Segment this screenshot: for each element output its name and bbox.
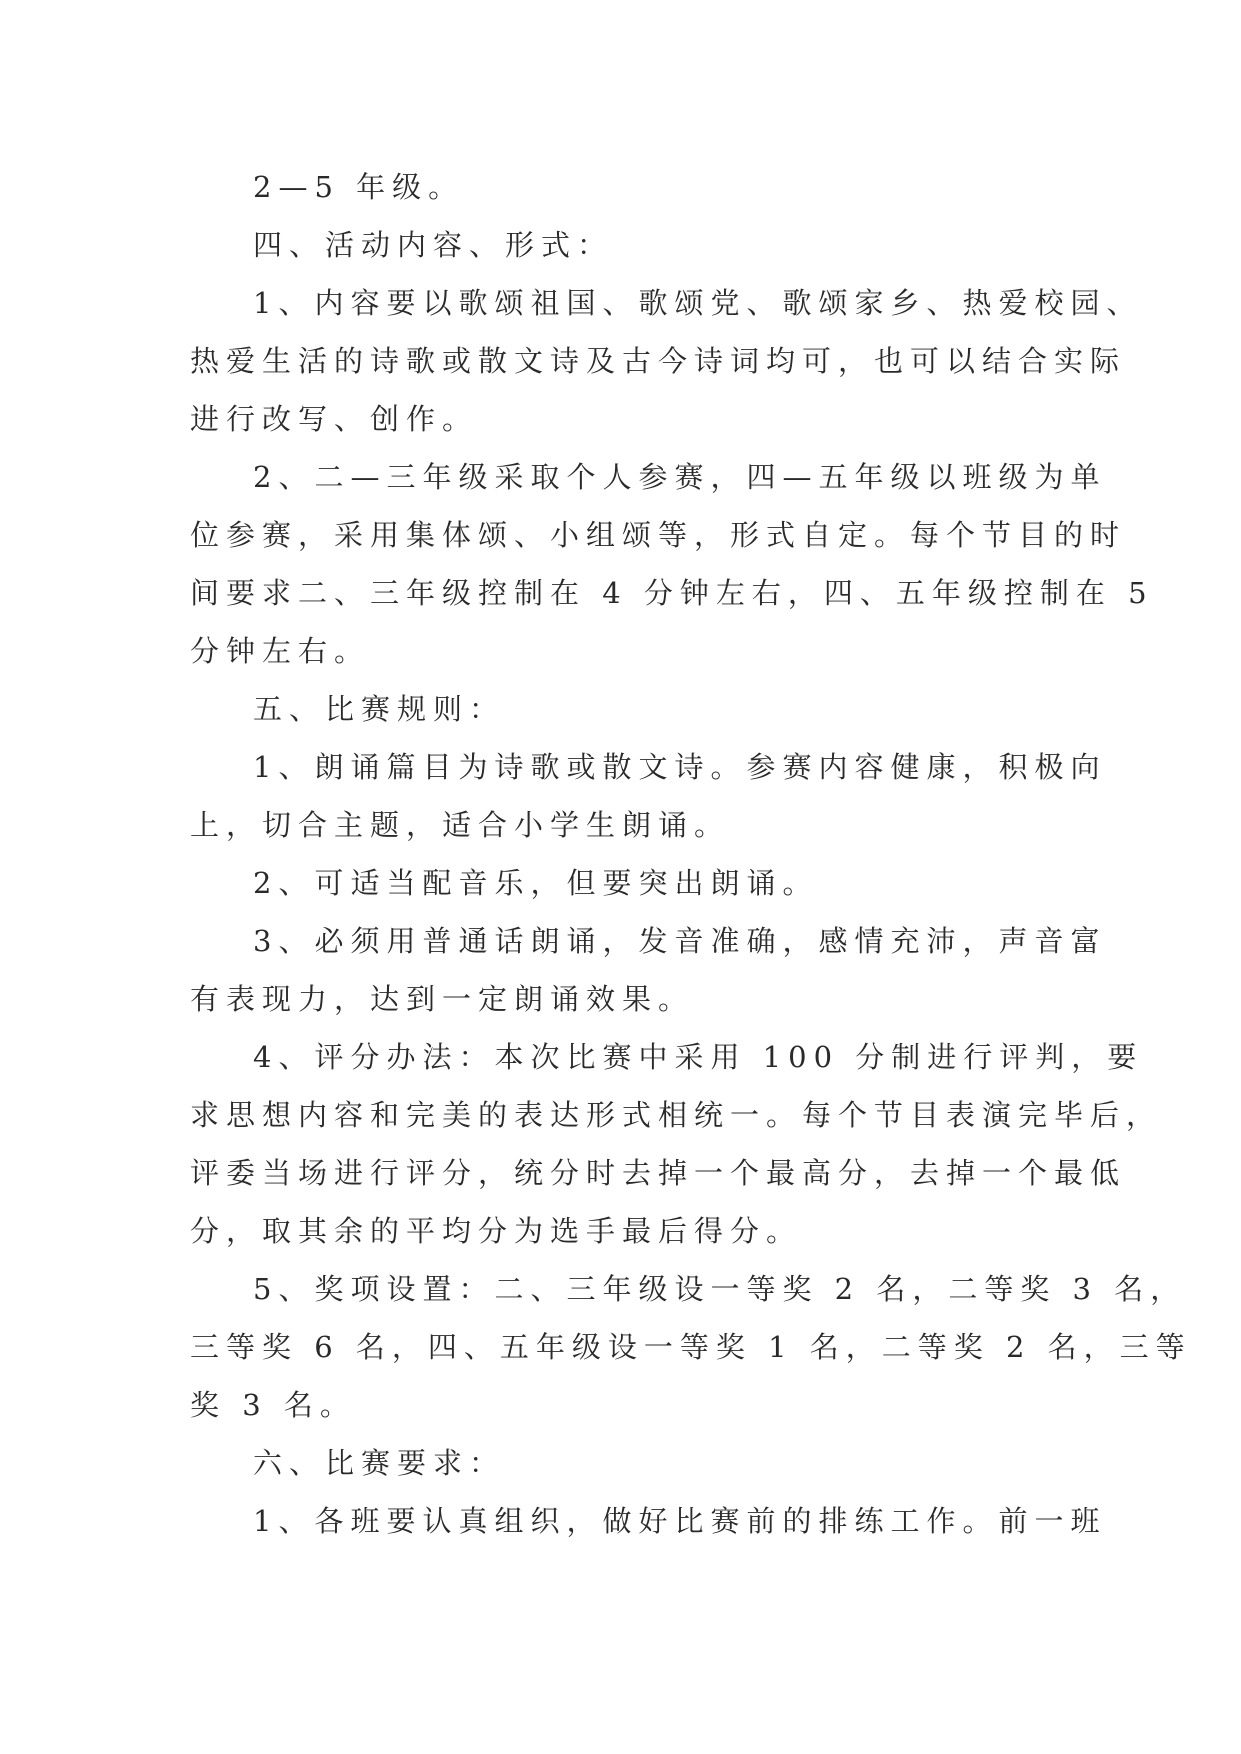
- text-line: 奖 3 名。: [190, 1388, 356, 1422]
- text-line: 4、评分办法：本次比赛中采用 100 分制进行评判，要: [253, 1040, 1144, 1074]
- text-line: 5、奖项设置：二、三年级设一等奖 2 名，二等奖 3 名，: [253, 1272, 1187, 1306]
- text-line: 六、比赛要求：: [253, 1446, 506, 1480]
- text-line: 评委当场进行评分，统分时去掉一个最高分，去掉一个最低: [190, 1156, 1127, 1190]
- text-line: 1、朗诵篇目为诗歌或散文诗。参赛内容健康，积极向: [253, 750, 1107, 784]
- text-line: 进行改写、创作。: [190, 402, 479, 436]
- text-line: 2—5 年级。: [253, 170, 465, 204]
- text-line: 间要求二、三年级控制在 4 分钟左右，四、五年级控制在 5: [190, 576, 1154, 610]
- text-line: 1、内容要以歌颂祖国、歌颂党、歌颂家乡、热爱校园、: [253, 286, 1143, 320]
- text-line: 热爱生活的诗歌或散文诗及古今诗词均可，也可以结合实际: [190, 344, 1127, 378]
- text-line: 3、必须用普通话朗诵，发音准确，感情充沛，声音富: [253, 924, 1107, 958]
- text-line: 有表现力，达到一定朗诵效果。: [190, 982, 695, 1016]
- text-line: 位参赛，采用集体颂、小组颂等，形式自定。每个节目的时: [190, 518, 1127, 552]
- text-line: 五、比赛规则：: [253, 692, 506, 726]
- document-body: [190, 158, 1192, 1550]
- text-line: 三等奖 6 名，四、五年级设一等奖 1 名，二等奖 2 名，三等: [190, 1330, 1192, 1364]
- text-line: 分，取其余的平均分为选手最后得分。: [190, 1214, 803, 1248]
- text-line: 上，切合主题，适合小学生朗诵。: [190, 808, 731, 842]
- text-line: 分钟左右。: [190, 634, 371, 668]
- text-line: 2、二—三年级采取个人参赛，四—五年级以班级为单: [253, 460, 1107, 494]
- text-line: 求思想内容和完美的表达形式相统一。每个节目表演完毕后，: [190, 1098, 1163, 1132]
- text-line: 四、活动内容、形式：: [253, 228, 614, 262]
- text-line: 2、可适当配音乐，但要突出朗诵。: [253, 866, 819, 900]
- text-line: 1、各班要认真组织，做好比赛前的排练工作。前一班: [253, 1504, 1107, 1538]
